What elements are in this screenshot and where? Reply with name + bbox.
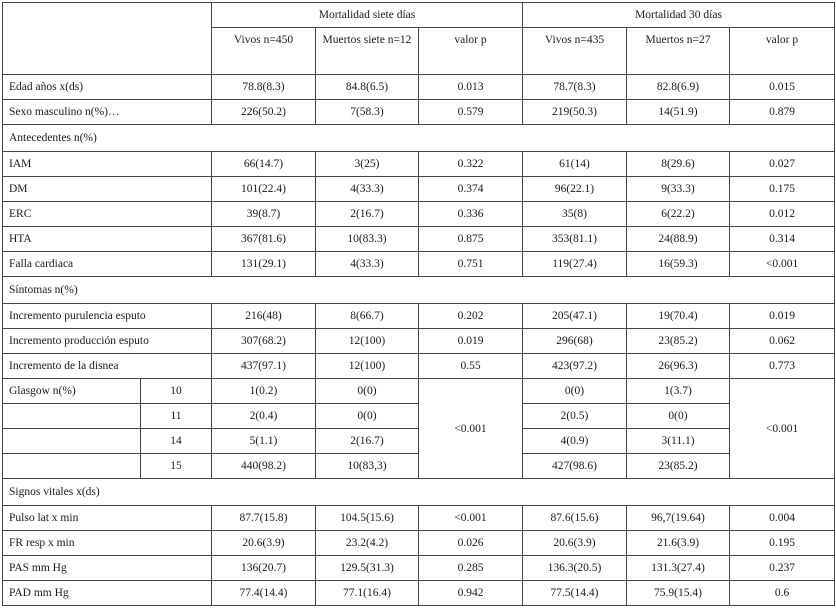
glasgow-blank bbox=[3, 404, 141, 429]
cell: <0.001 bbox=[419, 506, 523, 531]
row-label: Sexo masculino n(%)… bbox=[3, 100, 212, 125]
cell: 12(100) bbox=[316, 354, 419, 379]
cell: 19(70.4) bbox=[627, 304, 730, 329]
glasgow-blank bbox=[3, 429, 141, 454]
header-p-7: valor p bbox=[419, 28, 523, 75]
cell: 96,7(19.64) bbox=[627, 506, 730, 531]
cell: 0.062 bbox=[730, 329, 835, 354]
table-row bbox=[3, 227, 835, 252]
table-row bbox=[3, 556, 835, 581]
cell: 219(50.3) bbox=[523, 100, 627, 125]
cell: 20.6(3.9) bbox=[523, 531, 627, 556]
cell: 24(88.9) bbox=[627, 227, 730, 252]
cell: 2(16.7) bbox=[316, 429, 419, 454]
section-sintomas: Síntomas n(%) bbox=[3, 277, 835, 304]
glasgow-score: 10 bbox=[141, 379, 212, 404]
cell: 0.175 bbox=[730, 177, 835, 202]
cell: 66(14.7) bbox=[212, 152, 316, 177]
cell: 96(22.1) bbox=[523, 177, 627, 202]
cell: 423(97.2) bbox=[523, 354, 627, 379]
row-label: FR resp x min bbox=[3, 531, 212, 556]
cell: 0.374 bbox=[419, 177, 523, 202]
cell: 0.015 bbox=[730, 75, 835, 100]
row-label: IAM bbox=[3, 152, 212, 177]
cell: 0.013 bbox=[419, 75, 523, 100]
table-row bbox=[3, 75, 835, 100]
cell: 0.55 bbox=[419, 354, 523, 379]
cell: 3(25) bbox=[316, 152, 419, 177]
cell: 0.751 bbox=[419, 252, 523, 277]
cell: 9(33.3) bbox=[627, 177, 730, 202]
cell: 136.3(20.5) bbox=[523, 556, 627, 581]
cell: 0.237 bbox=[730, 556, 835, 581]
cell: 14(51.9) bbox=[627, 100, 730, 125]
glasgow-score: 15 bbox=[141, 454, 212, 479]
cell: 10(83,3) bbox=[316, 454, 419, 479]
cell: 119(27.4) bbox=[523, 252, 627, 277]
cell: 7(58.3) bbox=[316, 100, 419, 125]
row-label: ERC bbox=[3, 202, 212, 227]
cell: 0(0) bbox=[316, 379, 419, 404]
row-label: PAS mm Hg bbox=[3, 556, 212, 581]
header-corner-cell bbox=[3, 3, 212, 75]
glasgow-p-30: <0.001 bbox=[730, 379, 835, 479]
cell: 75.9(15.4) bbox=[627, 581, 730, 606]
row-label: HTA bbox=[3, 227, 212, 252]
cell: 437(97.1) bbox=[212, 354, 316, 379]
cell: 0.004 bbox=[730, 506, 835, 531]
glasgow-blank bbox=[3, 454, 141, 479]
cell: 205(47.1) bbox=[523, 304, 627, 329]
cell: 0.019 bbox=[419, 329, 523, 354]
cell: 0.027 bbox=[730, 152, 835, 177]
cell: 216(48) bbox=[212, 304, 316, 329]
cell: 296(68) bbox=[523, 329, 627, 354]
row-label: Incremento producción esputo bbox=[3, 329, 212, 354]
cell: 136(20.7) bbox=[212, 556, 316, 581]
glasgow-row bbox=[3, 379, 835, 404]
table-row bbox=[3, 354, 835, 379]
cell: 131.3(27.4) bbox=[627, 556, 730, 581]
cell: 26(96.3) bbox=[627, 354, 730, 379]
header-thirty-day: Mortalidad 30 días bbox=[523, 3, 835, 28]
cell: 84.8(6.5) bbox=[316, 75, 419, 100]
cell: 440(98.2) bbox=[212, 454, 316, 479]
cell: 0.336 bbox=[419, 202, 523, 227]
row-label: Pulso lat x min bbox=[3, 506, 212, 531]
table-row bbox=[3, 581, 835, 606]
cell: 78.7(8.3) bbox=[523, 75, 627, 100]
header-group-row bbox=[3, 3, 835, 28]
cell: 427(98.6) bbox=[523, 454, 627, 479]
cell: 226(50.2) bbox=[212, 100, 316, 125]
cell: 87.7(15.8) bbox=[212, 506, 316, 531]
cell: 35(8) bbox=[523, 202, 627, 227]
cell: 4(33.3) bbox=[316, 177, 419, 202]
cell: 23.2(4.2) bbox=[316, 531, 419, 556]
cell: 0.019 bbox=[730, 304, 835, 329]
cell: 3(11.1) bbox=[627, 429, 730, 454]
header-p-30: valor p bbox=[730, 28, 835, 75]
cell: 0.314 bbox=[730, 227, 835, 252]
cell: 82.8(6.9) bbox=[627, 75, 730, 100]
table-row bbox=[3, 506, 835, 531]
cell: 367(81.6) bbox=[212, 227, 316, 252]
cell: 4(0.9) bbox=[523, 429, 627, 454]
cell: 12(100) bbox=[316, 329, 419, 354]
cell: 23(85.2) bbox=[627, 454, 730, 479]
header-muertos-30: Muertos n=27 bbox=[627, 28, 730, 75]
cell: 4(33.3) bbox=[316, 252, 419, 277]
section-row bbox=[3, 479, 835, 506]
cell: 0(0) bbox=[316, 404, 419, 429]
section-antecedentes: Antecedentes n(%) bbox=[3, 125, 835, 152]
cell: 1(0.2) bbox=[212, 379, 316, 404]
mortality-table bbox=[2, 2, 835, 606]
table-row bbox=[3, 152, 835, 177]
header-vivos-30: Vivos n=435 bbox=[523, 28, 627, 75]
cell: 101(22.4) bbox=[212, 177, 316, 202]
row-label: Incremento de la disnea bbox=[3, 354, 212, 379]
cell: 23(85.2) bbox=[627, 329, 730, 354]
cell: 0(0) bbox=[627, 404, 730, 429]
cell: 0.202 bbox=[419, 304, 523, 329]
header-muertos-7: Muertos siete n=12 bbox=[316, 28, 419, 75]
cell: 77.5(14.4) bbox=[523, 581, 627, 606]
cell: 21.6(3.9) bbox=[627, 531, 730, 556]
cell: 10(83.3) bbox=[316, 227, 419, 252]
cell: 0.773 bbox=[730, 354, 835, 379]
section-row bbox=[3, 277, 835, 304]
cell: 0.875 bbox=[419, 227, 523, 252]
header-vivos-7: Vivos n=450 bbox=[212, 28, 316, 75]
cell: 39(8.7) bbox=[212, 202, 316, 227]
cell: 0.322 bbox=[419, 152, 523, 177]
cell: 0.026 bbox=[419, 531, 523, 556]
cell: 1(3.7) bbox=[627, 379, 730, 404]
cell: 0.195 bbox=[730, 531, 835, 556]
cell: 78.8(8.3) bbox=[212, 75, 316, 100]
glasgow-p-7: <0.001 bbox=[419, 379, 523, 479]
cell: 8(29.6) bbox=[627, 152, 730, 177]
glasgow-label: Glasgow n(%) bbox=[3, 379, 141, 404]
row-label: DM bbox=[3, 177, 212, 202]
cell: 2(16.7) bbox=[316, 202, 419, 227]
cell: 0.942 bbox=[419, 581, 523, 606]
section-signos: Signos vitales x(ds) bbox=[3, 479, 835, 506]
table-row bbox=[3, 304, 835, 329]
cell: 77.1(16.4) bbox=[316, 581, 419, 606]
row-label: Edad años x(ds) bbox=[3, 75, 212, 100]
cell: 0.285 bbox=[419, 556, 523, 581]
cell: 87.6(15.6) bbox=[523, 506, 627, 531]
cell: 77.4(14.4) bbox=[212, 581, 316, 606]
cell: 16(59.3) bbox=[627, 252, 730, 277]
cell: 5(1.1) bbox=[212, 429, 316, 454]
row-label: PAD mm Hg bbox=[3, 581, 212, 606]
cell: 0.579 bbox=[419, 100, 523, 125]
cell: 2(0.5) bbox=[523, 404, 627, 429]
table-row bbox=[3, 177, 835, 202]
cell: 2(0.4) bbox=[212, 404, 316, 429]
table-row bbox=[3, 329, 835, 354]
table-row bbox=[3, 202, 835, 227]
cell: 20.6(3.9) bbox=[212, 531, 316, 556]
cell: 0.6 bbox=[730, 581, 835, 606]
cell: 129.5(31.3) bbox=[316, 556, 419, 581]
cell: 0(0) bbox=[523, 379, 627, 404]
cell: 131(29.1) bbox=[212, 252, 316, 277]
cell: <0.001 bbox=[730, 252, 835, 277]
glasgow-score: 11 bbox=[141, 404, 212, 429]
header-seven-day: Mortalidad siete días bbox=[212, 3, 523, 28]
table-row bbox=[3, 100, 835, 125]
cell: 8(66.7) bbox=[316, 304, 419, 329]
row-label: Incremento purulencia esputo bbox=[3, 304, 212, 329]
cell: 6(22.2) bbox=[627, 202, 730, 227]
table-row bbox=[3, 252, 835, 277]
glasgow-score: 14 bbox=[141, 429, 212, 454]
cell: 61(14) bbox=[523, 152, 627, 177]
table-row bbox=[3, 531, 835, 556]
cell: 353(81.1) bbox=[523, 227, 627, 252]
cell: 0.012 bbox=[730, 202, 835, 227]
cell: 0.879 bbox=[730, 100, 835, 125]
section-row bbox=[3, 125, 835, 152]
cell: 307(68.2) bbox=[212, 329, 316, 354]
cell: 104.5(15.6) bbox=[316, 506, 419, 531]
row-label: Falla cardiaca bbox=[3, 252, 212, 277]
